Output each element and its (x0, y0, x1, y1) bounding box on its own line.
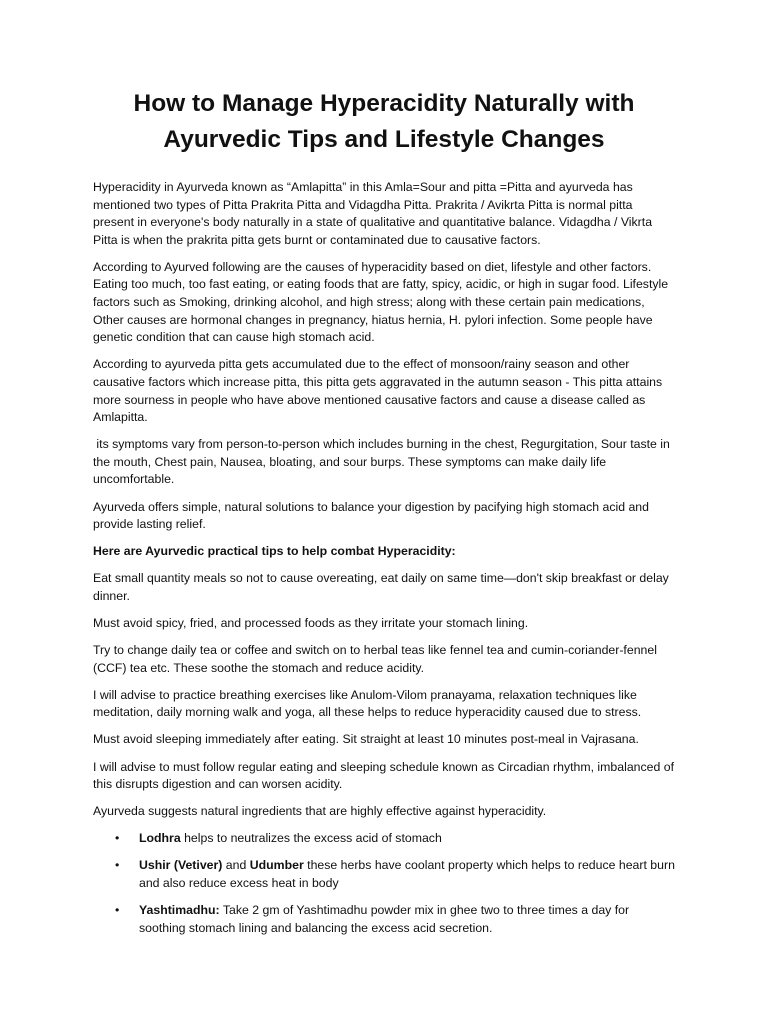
tip-meals: Eat small quantity meals so not to cause overeating, eat daily on same time—don't skip breakfast or delay dinner. (93, 571, 669, 603)
page-title: How to Manage Hyperacidity Naturally with Ayurvedic Tips and Lifestyle Changes (133, 90, 635, 153)
symptoms-paragraph: its symptoms vary from person-to-person which includes burning in the chest, Regurgitation, Sour taste in the mouth, Chest pain, Nausea, bloating, and sour burps. These symptoms can make daily life uncomfortable. (93, 437, 674, 487)
tip-herbal-tea: Try to change daily tea or coffee and switch on to herbal teas like fennel tea and cumin-coriander-fennel (CCF) tea etc. These soothe the stomach and reduce acidity. (93, 643, 657, 675)
tips-heading: Here are Ayurvedic practical tips to help combat Hyperacidity: (93, 544, 456, 559)
ingredient-desc: helps to neutralizes the excess acid of stomach (180, 831, 442, 846)
ingredients-intro: Ayurveda suggests natural ingredients that are highly effective against hyperacidity. (93, 804, 547, 819)
ingredient-name: Yashtimadhu: (139, 903, 220, 918)
list-item (93, 830, 675, 848)
ingredient-name: Ushir (Vetiver) (139, 858, 223, 873)
ingredient-name: Lodhra (139, 831, 181, 846)
bullet-icon: • (115, 858, 120, 873)
ingredient-desc: these herbs have coolant property which helps to reduce heart burn and also reduce excess heat in body (139, 858, 675, 890)
bullet-icon: • (115, 831, 120, 846)
tip-breathing: I will advise to practice breathing exercises like Anulom-Vilom pranayama, relaxation techniques like meditation, daily morning walk and yoga, all these helps to reduce hyperacidity caused due to stress. (93, 687, 642, 720)
causes-paragraph: According to Ayurved following are the causes of hyperacidity based on diet, lifestyle and other factors. Eating too much, too fast eating, or eating foods that are fatty, spicy, acidic, or high in sugar food. Lifestyle factors such as Smoking, drinking alcohol, and high stress; along with these certain pain medications, Other causes are hormonal changes in pregnancy, hiatus hernia, H. pylori infection. Some people have genetic condition that can cause high stomach acid. (93, 259, 669, 345)
solutions-paragraph: Ayurveda offers simple, natural solutions to balance your digestion by pacifying high stomach acid and provide lasting relief. (93, 499, 649, 532)
ingredient-desc: Take 2 gm of Yashtimadhu powder mix in ghee two to three times a day for soothing stomach lining and balancing the excess acid secretion. (139, 903, 630, 935)
intro-paragraph: Hyperacidity in Ayurveda known as “Amlapitta” in this Amla=Sour and pitta =Pitta and ayurveda has mentioned two types of Pitta Prakrita Pitta and Vidagdha Pitta. Prakrita / Avikrta Pitta is normal pitta present in everyone's body naturally in a state of qualitative and quantitative balance. Vidagdha / Vikrta Pitta is when the prakrita pitta gets burnt or contaminated due to causative factors. (93, 180, 653, 247)
season-paragraph: According to ayurveda pitta gets accumulated due to the effect of monsoon/rainy season and other causative factors which increase pitta, this pitta gets aggravated in the autumn season - This pitta attains more sourness in people who have above mentioned causative factors and cause a disease called as Amlapitta. (93, 357, 663, 425)
ingredient-name-2: Udumber (249, 858, 304, 873)
ingredients-list (93, 830, 675, 937)
tip-no-sleep-after-eating: Must avoid sleeping immediately after eating. Sit straight at least 10 minutes post-meal in Vajrasana. (93, 732, 639, 747)
bullet-icon: • (115, 903, 120, 918)
tip-avoid-spicy: Must avoid spicy, fried, and processed foods as they irritate your stomach lining. (93, 615, 529, 630)
list-item (93, 857, 675, 892)
list-item (93, 902, 675, 937)
ingredient-connector: and (222, 858, 250, 873)
tip-circadian: I will advise to must follow regular eating and sleeping schedule known as Circadian rhythm, imbalanced of this disrupts digestion and can worsen acidity. (93, 759, 674, 792)
